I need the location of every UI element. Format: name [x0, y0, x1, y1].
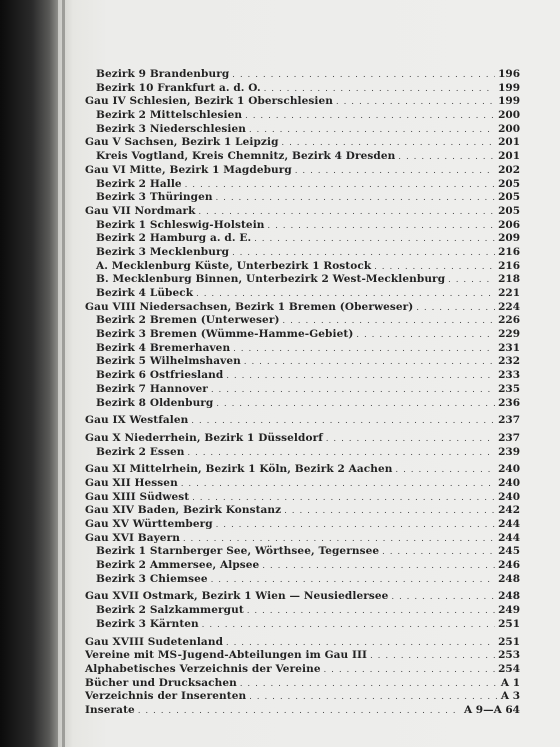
toc-entry-page-number: 232: [498, 355, 520, 368]
toc-entry: [85, 397, 520, 411]
dot-leader: [356, 328, 495, 342]
toc-entry-label: Bezirk 6 Ostfriesland: [96, 369, 224, 382]
dot-leader: [336, 95, 495, 109]
toc-entry-label: Gau XIV Baden, Bezirk Konstanz: [85, 504, 282, 517]
toc-entry: [85, 136, 520, 150]
toc-entry-label: Vereine mit MS-Jugend-Abteilungen im Gau III: [85, 649, 368, 662]
dot-leader: [282, 136, 496, 150]
toc-entry: [85, 95, 520, 109]
toc-entry: [85, 636, 520, 650]
toc-entry-label: Inserate: [85, 703, 135, 716]
dot-leader: [398, 150, 495, 164]
toc-entry-label: Bezirk 3 Thüringen: [96, 191, 213, 204]
toc-entry-page-number: 224: [498, 300, 520, 313]
toc-entry: [85, 477, 520, 491]
toc-entry-page-number: 240: [498, 463, 520, 476]
toc-entry-page-number: 199: [498, 95, 520, 108]
toc-entry-page-number: 233: [498, 369, 520, 382]
toc-entry-label: Bezirk 4 Bremerhaven: [96, 341, 231, 354]
toc-entry: [85, 301, 520, 315]
toc-entry-page-number: 205: [498, 191, 520, 204]
toc-entry-label: Gau XVI Bayern: [85, 531, 180, 544]
toc-entry-page-number: 221: [498, 287, 520, 299]
dot-leader: [216, 518, 495, 532]
toc-entry: [85, 604, 520, 618]
toc-entry-label: Bezirk 3 Niederschlesien: [96, 122, 246, 135]
toc-entry-page-number: 201: [498, 150, 520, 163]
dot-leader: [448, 273, 495, 287]
toc-entry-label: Kreis Vogtland, Kreis Chemnitz, Bezirk 4 Dresden: [96, 150, 396, 163]
toc-entry: [85, 590, 520, 604]
book-gutter-shadow: [0, 0, 58, 747]
toc-entry-page-number: 229: [498, 328, 520, 341]
dot-leader: [284, 504, 495, 518]
dot-leader: [181, 477, 495, 491]
toc-entry: [85, 287, 520, 301]
dot-leader: [396, 463, 496, 477]
toc-entry-label: A. Mecklenburg Küste, Unterbezirk 1 Rostock: [96, 259, 372, 272]
toc-entry: [85, 432, 520, 446]
toc-entry-page-number: 251: [498, 617, 520, 630]
toc-entry-label: Bezirk 2 Bremen (Unterweser): [96, 314, 280, 327]
toc-entry-label: Bücher und Drucksachen: [85, 676, 237, 689]
toc-entry: [85, 414, 520, 428]
toc-entry-label: Verzeichnis der Inserenten: [85, 690, 247, 703]
toc-entry-page-number: 242: [498, 504, 520, 517]
toc-entry-page-number: 201: [498, 136, 520, 149]
toc-entry: [85, 328, 520, 342]
toc-entry-page-number: 216: [498, 245, 520, 258]
toc-entry-label: Bezirk 10 Frankfurt a. d. O.: [96, 81, 261, 94]
toc-entry-page-number: 249: [498, 604, 520, 617]
toc-entry-page-number: 240: [498, 476, 520, 489]
dot-leader: [216, 191, 495, 205]
toc-entry-page-number: 231: [498, 341, 520, 354]
dot-leader: [202, 618, 495, 632]
toc-entry-label: Bezirk 1 Starnberger See, Wörthsee, Tegernsee: [96, 545, 380, 558]
toc-entry: [85, 219, 520, 233]
toc-entry: [85, 355, 520, 369]
toc-entry-label: Gau VIII Niedersachsen, Bezirk 1 Bremen (Oberweser): [85, 300, 414, 313]
toc-entry-label: Gau V Sachsen, Bezirk 1 Leipzig: [85, 136, 279, 149]
toc-entry-page-number: 226: [498, 314, 520, 327]
toc-entry-page-number: 200: [498, 122, 520, 135]
toc-entry: [85, 123, 520, 137]
toc-entry-label: Gau XI Mittelrhein, Bezirk 1 Köln, Bezirk 2 Aachen: [85, 463, 393, 476]
toc-entry: [85, 446, 520, 460]
toc-entry: [85, 178, 520, 192]
dot-leader: [211, 573, 495, 587]
toc-entry: [85, 246, 520, 260]
toc-entry-label: Bezirk 2 Essen: [96, 445, 185, 458]
dot-leader: [232, 68, 495, 82]
toc-entry: [85, 68, 520, 82]
toc-entry-page-number: 237: [498, 431, 520, 444]
toc-entry-page-number: 236: [498, 396, 520, 409]
dot-leader: [262, 559, 495, 573]
toc-entry: [85, 273, 520, 287]
toc-entry: [85, 109, 520, 123]
toc-entry-label: Gau XV Württemberg: [85, 518, 213, 530]
toc-entry-label: Gau XVII Ostmark, Bezirk 1 Wien — Neusiedlersee: [85, 590, 389, 603]
toc-entry-label: Bezirk 3 Mecklenburg: [96, 245, 230, 258]
toc-entry-page-number: 196: [498, 68, 520, 80]
toc-entry: [85, 150, 520, 164]
toc-entry-label: Gau VII Nordmark: [85, 204, 196, 217]
toc-entry: [85, 618, 520, 632]
dot-leader: [138, 704, 461, 718]
toc-entry: [85, 704, 520, 718]
toc-entry-label: B. Mecklenburg Binnen, Unterbezirk 2 West-Mecklenburg: [96, 273, 446, 286]
toc-entry-label: Bezirk 2 Ammersee, Alpsee: [96, 559, 260, 572]
dot-leader: [249, 123, 495, 137]
toc-entry: [85, 649, 520, 663]
toc-entry: [85, 82, 520, 96]
toc-entry-page-number: 245: [498, 545, 520, 558]
dot-leader: [233, 342, 495, 356]
toc-entry: [85, 518, 520, 532]
toc-entry-label: Bezirk 2 Halle: [96, 177, 182, 190]
toc-entry-page-number: 246: [498, 559, 520, 572]
dot-leader: [370, 649, 495, 663]
toc-entry-page-number: 205: [498, 177, 520, 190]
toc-entry-page-number: 244: [498, 518, 520, 530]
toc-entry-page-number: 205: [498, 204, 520, 217]
toc-entry: [85, 573, 520, 587]
dot-leader: [382, 545, 495, 559]
toc-entry-label: Alphabetisches Verzeichnis der Vereine: [85, 662, 321, 675]
toc-entry-page-number: 209: [498, 232, 520, 245]
toc-entry-page-number: 218: [498, 273, 520, 286]
toc-entry-page-number: 237: [498, 414, 520, 427]
toc-entry: [85, 532, 520, 546]
dot-leader: [326, 432, 495, 446]
toc-entry-label: Bezirk 7 Hannover: [96, 382, 208, 395]
toc-entry-label: Bezirk 3 Bremen (Wümme-Hamme-Gebiet): [96, 328, 354, 341]
toc-entry-label: Bezirk 3 Chiemsee: [96, 572, 208, 585]
toc-entry-label: Bezirk 2 Salzkammergut: [96, 604, 244, 617]
toc-entry-page-number: 251: [498, 635, 520, 648]
dot-leader: [192, 491, 495, 505]
toc-entry: [85, 463, 520, 477]
dot-leader: [416, 301, 495, 315]
dot-leader: [240, 677, 497, 691]
toc-entry-label: Gau XII Hessen: [85, 476, 178, 489]
toc-entry: [85, 260, 520, 274]
toc-entry-page-number: 206: [498, 218, 520, 231]
toc-entry: [85, 342, 520, 356]
dot-leader: [324, 663, 495, 677]
toc-entry-page-number: 200: [498, 109, 520, 122]
toc-entry: [85, 559, 520, 573]
dot-leader: [196, 287, 495, 301]
toc-entry-label: Bezirk 1 Schleswig-Holstein: [96, 218, 265, 231]
dot-leader: [226, 369, 495, 383]
table-of-contents: [85, 68, 520, 718]
dot-leader: [247, 604, 495, 618]
dot-leader: [232, 246, 495, 260]
toc-entry-label: Bezirk 3 Kärnten: [96, 617, 199, 630]
toc-entry: [85, 677, 520, 691]
dot-leader: [264, 82, 495, 96]
dot-leader: [295, 164, 495, 178]
toc-entry: [85, 205, 520, 219]
toc-entry: [85, 690, 520, 704]
toc-entry: [85, 191, 520, 205]
toc-entry-page-number: 239: [498, 445, 520, 458]
toc-entry: [85, 663, 520, 677]
toc-entry-label: Bezirk 2 Hamburg a. d. E.: [96, 232, 252, 245]
toc-entry: [85, 314, 520, 328]
toc-entry-label: Bezirk 5 Wilhelmshaven: [96, 355, 241, 368]
dot-leader: [283, 314, 496, 328]
toc-entry-label: Bezirk 2 Mittelschlesien: [96, 109, 243, 122]
toc-entry-page-number: A 9—A 64: [463, 703, 520, 716]
toc-entry-label: Bezirk 4 Lübeck: [96, 287, 194, 299]
toc-entry-page-number: 253: [498, 649, 520, 662]
toc-entry: [85, 545, 520, 559]
toc-entry-label: Gau X Niederrhein, Bezirk 1 Düsseldorf: [85, 431, 323, 444]
toc-entry-page-number: 240: [498, 490, 520, 503]
dot-leader: [226, 636, 495, 650]
toc-entry-label: Gau XIII Südwest: [85, 490, 190, 503]
toc-entry-page-number: 216: [498, 259, 520, 272]
page-fold-line: [62, 0, 65, 747]
toc-entry-label: Gau IX Westfalen: [85, 414, 189, 427]
dot-leader: [244, 355, 495, 369]
toc-entry: [85, 369, 520, 383]
dot-leader: [245, 109, 495, 123]
toc-entry: [85, 383, 520, 397]
toc-entry-label: Gau IV Schlesien, Bezirk 1 Oberschlesien: [85, 95, 334, 108]
toc-entry: [85, 164, 520, 178]
toc-entry-page-number: 199: [498, 81, 520, 94]
dot-leader: [191, 414, 495, 428]
toc-entry-page-number: A 1: [500, 676, 520, 689]
toc-entry: [85, 232, 520, 246]
dot-leader: [211, 383, 495, 397]
dot-leader: [254, 232, 495, 246]
dot-leader: [185, 178, 495, 192]
toc-entry-label: Gau XVIII Sudetenland: [85, 635, 224, 648]
dot-leader: [249, 690, 497, 704]
toc-entry-label: Gau VI Mitte, Bezirk 1 Magdeburg: [85, 163, 292, 176]
toc-entry-page-number: 235: [498, 382, 520, 395]
dot-leader: [183, 532, 495, 546]
toc-entry-page-number: 244: [498, 531, 520, 544]
dot-leader: [198, 205, 495, 219]
toc-entry: [85, 491, 520, 505]
toc-entry-page-number: 202: [498, 163, 520, 176]
dot-leader: [216, 397, 495, 411]
toc-entry-page-number: 248: [498, 572, 520, 585]
toc-entry-label: Bezirk 8 Oldenburg: [96, 396, 214, 409]
dot-leader: [268, 219, 496, 233]
toc-entry-page-number: 248: [498, 590, 520, 603]
toc-entry-page-number: 254: [498, 662, 520, 675]
toc-entry-label: Bezirk 9 Brandenburg: [96, 68, 230, 80]
toc-entry: [85, 504, 520, 518]
toc-entry-page-number: A 3: [500, 690, 520, 703]
dot-leader: [391, 590, 495, 604]
dot-leader: [187, 446, 495, 460]
dot-leader: [374, 260, 495, 274]
